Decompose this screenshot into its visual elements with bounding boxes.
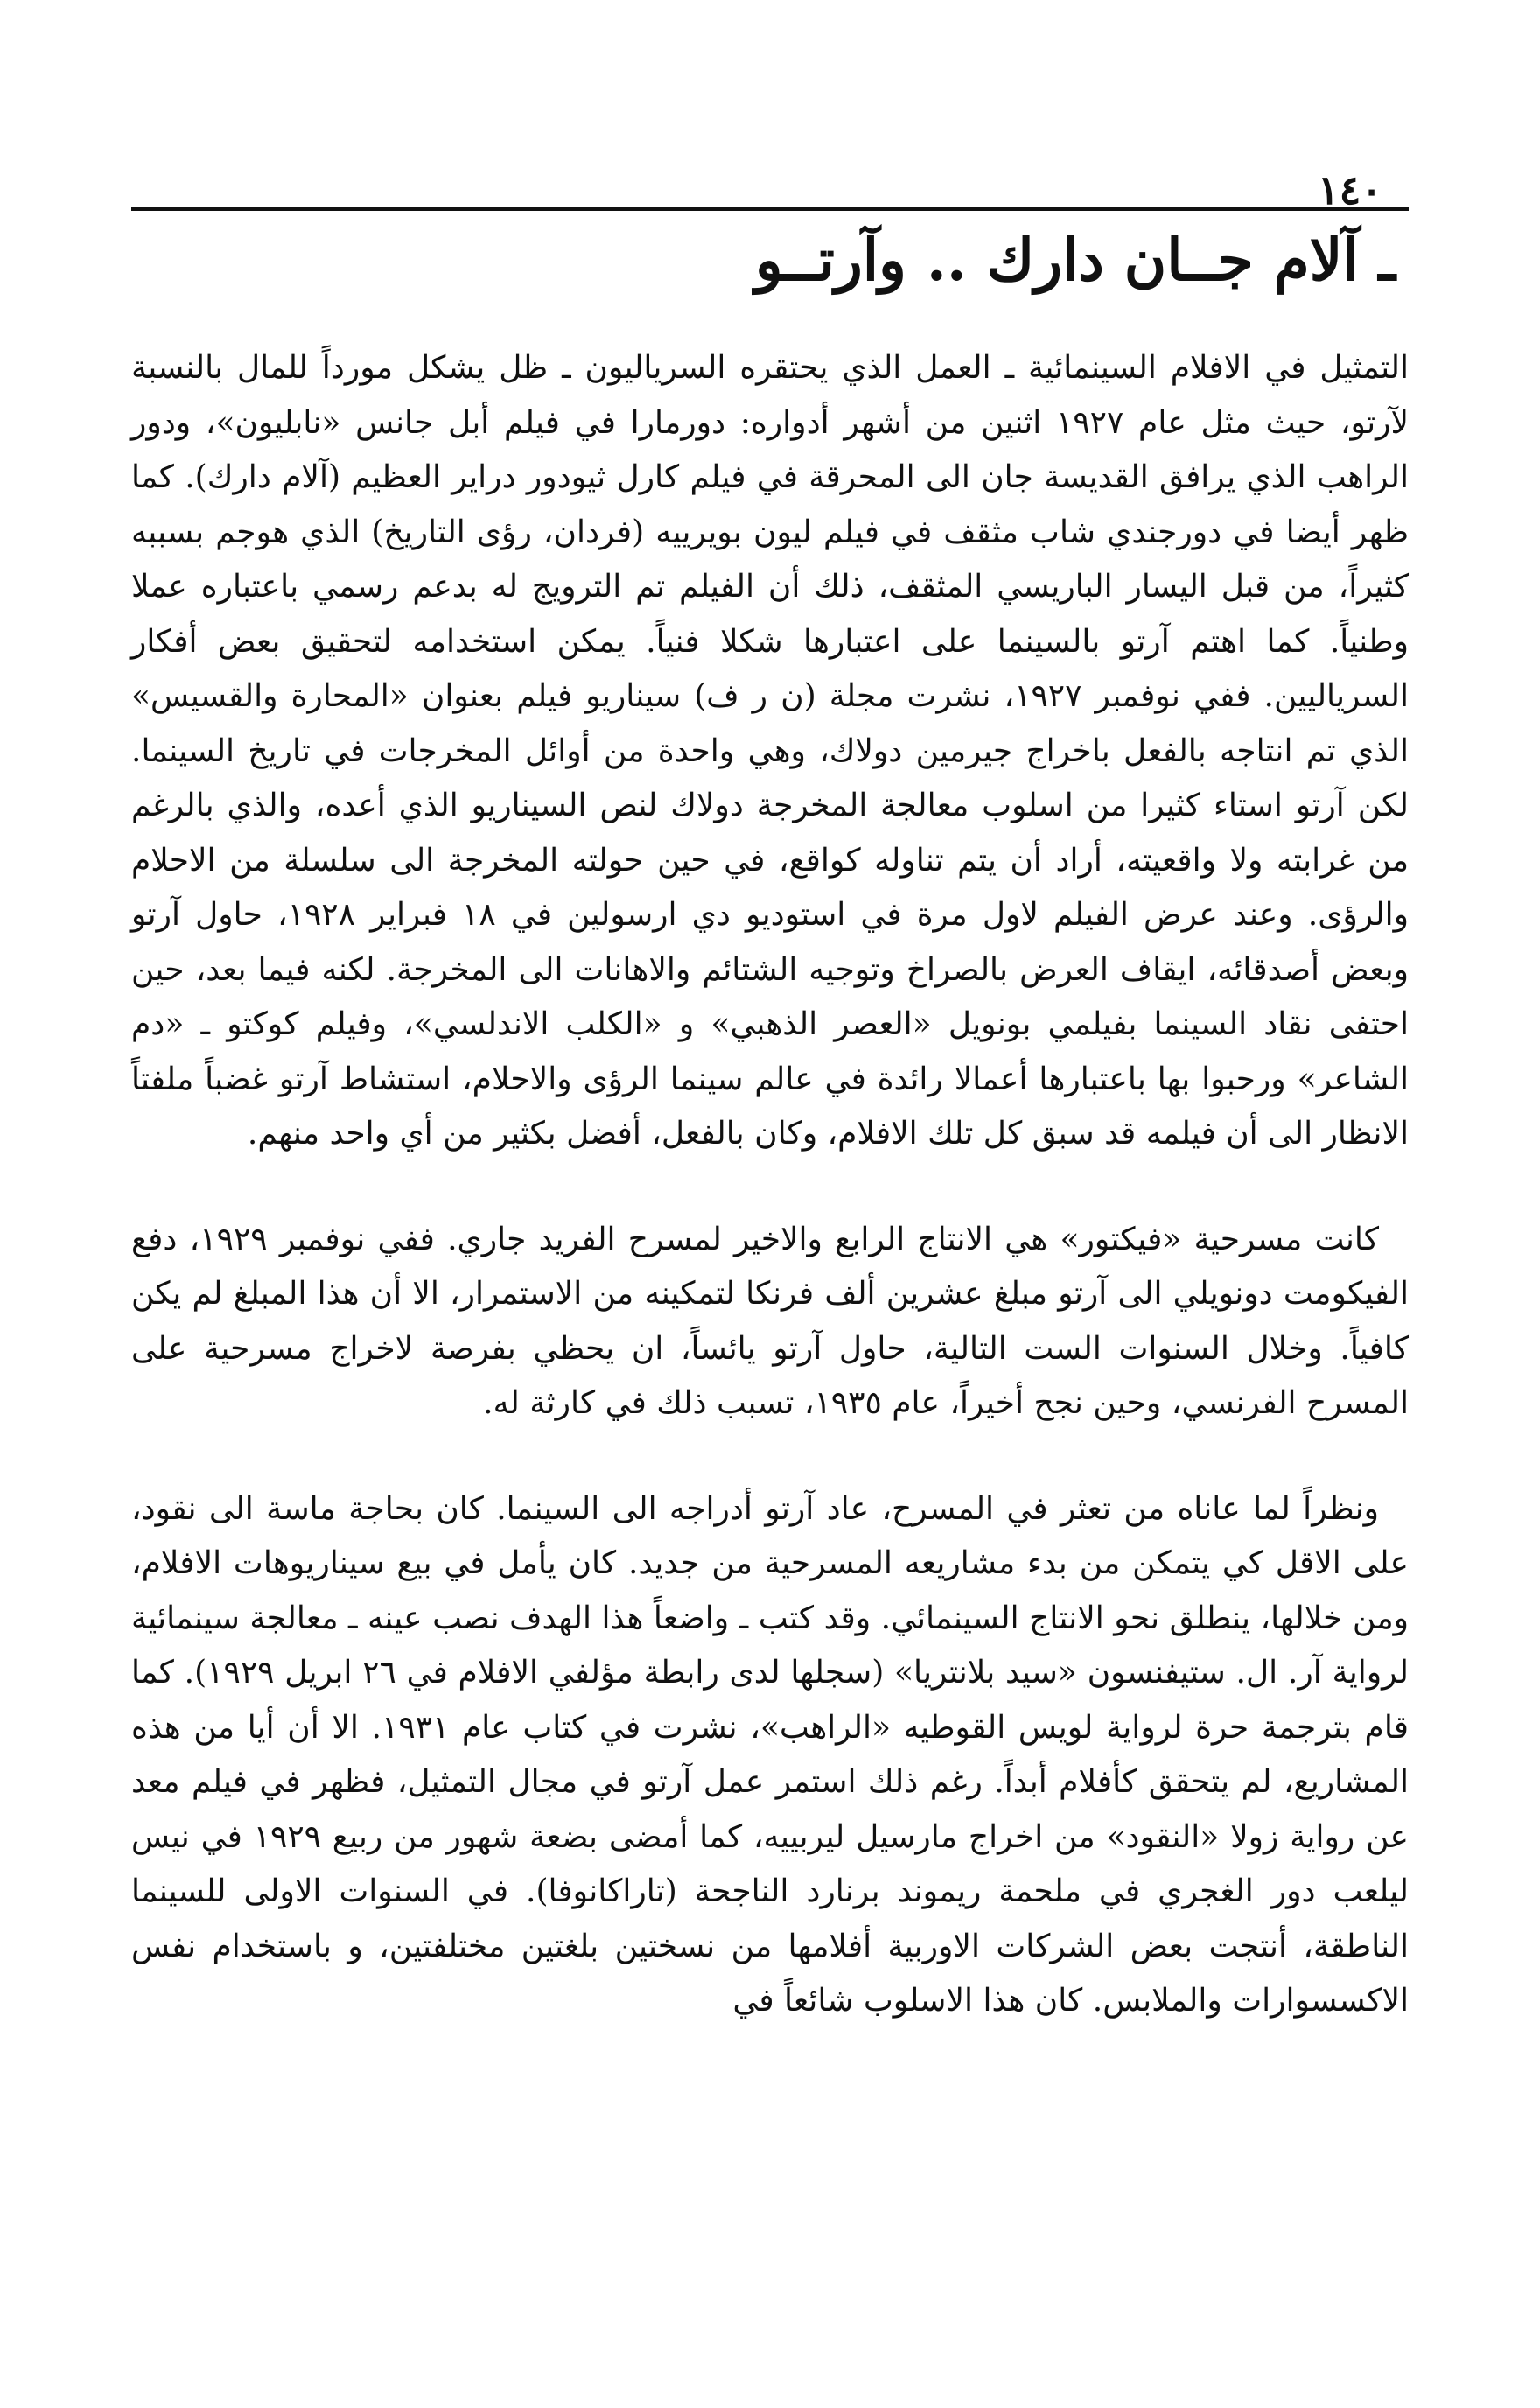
paragraph-3: ونظراً لما عاناه من تعثر في المسرح، عاد آرتو أدراجه الى السينما. كان بحاجة ماسة الى نقود، على الاقل كي يتمكن من بدء مشاريعه المسرحية من جديد. كان يأمل في بيع سيناريوهات الافلام، ومن خلالها، ينطلق نحو الانتاج السينمائي. وقد كتب ـ واضعاً هذا الهدف نصب عينه ـ معالجة سينمائية لرواية آر. ال. ستيفنسون «سيد بلانتريا» (سجلها لدى رابطة مؤلفي الافلام في ٢٦ ابريل ١٩٢٩). كما قام بترجمة حرة لرواية لويس القوطيه «الراهب»، نشرت في كتاب عام ١٩٣١. الا أن أيا من هذه المشاريع، لم يتحقق كأفلام أبداً. رغم ذلك استمر عمل آرتو في مجال التمثيل، فظهر في فيلم معد عن رواية زولا «النقود» من اخراج مارسيل ليربييه، كما أمضى بضعة شهور من ربيع ١٩٢٩ في نيس ليلعب دور الغجري في ملحمة ريموند برنارد الناجحة (تاراكانوفا). في السنوات الاولى للسينما الناطقة، أنتجت بعض الشركات الاوربية أفلامها من نسختين بلغتين مختلفتين، و باستخدام نفس الاكسسوارات والملابس. كان هذا الاسلوب شائعاً في <box>131 1490 1409 2019</box>
chapter-title: ـ آلام جــان دارك .. وآرتــو <box>754 226 1396 294</box>
body-text <box>131 341 1409 2029</box>
header-rule <box>131 206 1409 211</box>
page-number: ١٤٠ <box>1317 166 1382 214</box>
paragraph-1: التمثيل في الافلام السينمائية ـ العمل الذي يحتقره السرياليون ـ ظل يشكل مورداً للمال بالنسبة لآرتو، حيث مثل عام ١٩٢٧ اثنين من أشهر أدواره: دورمارا في فيلم أبل جانس «نابليون»، ودور الراهب الذي يرافق القديسة جان الى المحرقة في فيلم كارل ثيودور دراير العظيم (آلام دارك). كما ظهر أيضا في دورجندي شاب مثقف في فيلم ليون بويرييه (فردان، رؤى التاريخ) الذي هوجم بسببه كثيراً، من قبل اليسار الباريسي المثقف، ذلك أن الفيلم تم الترويج له بدعم رسمي باعتباره عملا وطنياً. كما اهتم آرتو بالسينما على اعتبارها شكلا فنياً. يمكن استخدامه لتحقيق بعض أفكار السرياليين. ففي نوفمبر ١٩٢٧، نشرت مجلة (ن ر ف) سيناريو فيلم بعنوان «المحارة والقسيس» الذي تم انتاجه بالفعل باخراج جيرمين دولاك، وهي واحدة من أوائل المخرجات في تاريخ السينما. لكن آرتو استاء كثيرا من اسلوب معالجة المخرجة دولاك لنص السيناريو الذي أعده، والذي بالرغم من غرابته ولا واقعيته، أراد أن يتم تناوله كواقع، في حين حولته المخرجة الى سلسلة من الاحلام والرؤى. وعند عرض الفيلم لاول مرة في استوديو دي ارسولين في ١٨ فبراير ١٩٢٨، حاول آرتو وبعض أصدقائه، ايقاف العرض بالصراخ وتوجيه الشتائم والاهانات الى المخرجة. لكنه فيما بعد، حين احتفى نقاد السينما بفيلمي بونويل «العصر الذهبي» و «الكلب الاندلسي»، وفيلم كوكتو ـ «دم الشاعر» ورحبوا بها باعتبارها أعمالا رائدة في عالم سينما الرؤى والاحلام، استشاط آرتو غضباً ملفتاً الانظار الى أن فيلمه قد سبق كل تلك الافلام، وكان بالفعل، أفضل بكثير من أي واحد منهم. <box>131 350 1410 1152</box>
paragraph-2: كانت مسرحية «فيكتور» هي الانتاج الرابع والاخير لمسرح الفريد جاري. ففي نوفمبر ١٩٢٩، دفع الفيكومت دونويلي الى آرتو مبلغ عشرين ألف فرنكا لتمكينه من الاستمرار، الا أن هذا المبلغ لم يكن كافياً. وخلال السنوات الست التالية، حاول آرتو يائساً، ان يحظي بفرصة لاخراج مسرحية على المسرح الفرنسي، وحين نجح أخيراً، عام ١٩٣٥، تسبب ذلك في كارثة له. <box>131 1221 1409 1421</box>
